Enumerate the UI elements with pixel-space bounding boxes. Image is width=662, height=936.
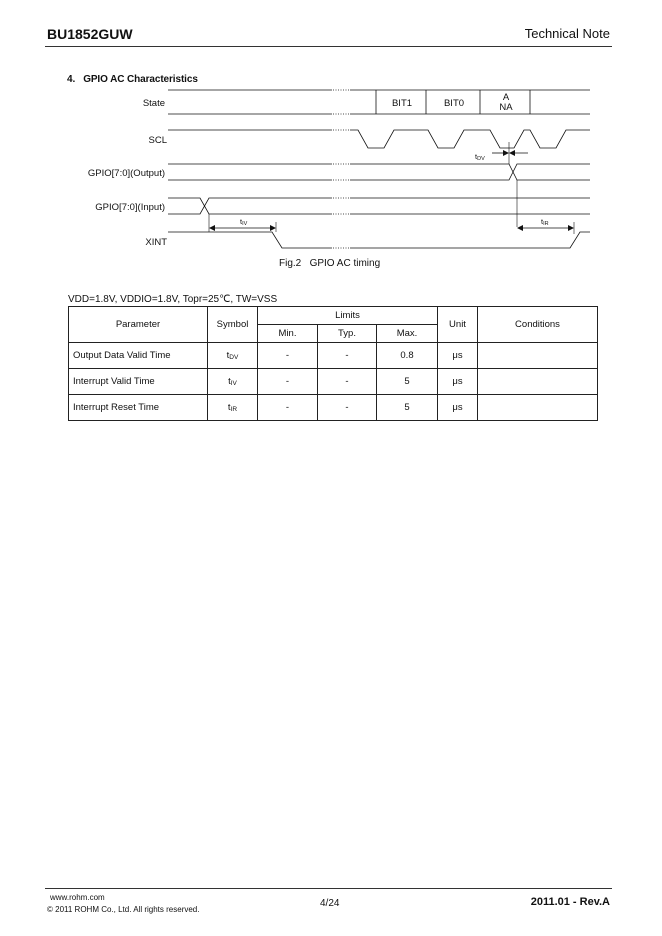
cell-parameter: Interrupt Reset Time bbox=[69, 395, 208, 421]
ac-characteristics-table bbox=[68, 306, 598, 421]
cell-symbol: tDV bbox=[208, 343, 258, 369]
xint-row bbox=[168, 232, 590, 248]
cell-max: 0.8 bbox=[377, 343, 438, 369]
header-rule bbox=[45, 46, 612, 47]
signal-label-gpio-input: GPIO[7:0](Input) bbox=[95, 202, 165, 213]
header-max: Max. bbox=[377, 325, 438, 343]
cell-min: - bbox=[258, 369, 318, 395]
header-typ: Typ. bbox=[318, 325, 377, 343]
cell-unit: μs bbox=[438, 343, 478, 369]
signal-label-state: State bbox=[142, 98, 165, 109]
state-bit1: BIT1 bbox=[391, 98, 413, 109]
signal-label-xint: XINT bbox=[145, 237, 167, 248]
cell-symbol: tIR bbox=[208, 395, 258, 421]
header-symbol: Symbol bbox=[208, 307, 258, 343]
header-unit: Unit bbox=[438, 307, 478, 343]
table-row bbox=[69, 343, 598, 369]
footer-rule bbox=[45, 888, 612, 889]
state-a: A bbox=[502, 92, 510, 103]
section-number: 4. bbox=[67, 74, 76, 85]
header-parameter: Parameter bbox=[69, 307, 208, 343]
figure-caption bbox=[279, 258, 380, 269]
doc-type: Technical Note bbox=[524, 26, 610, 41]
cell-typ: - bbox=[318, 395, 377, 421]
state-na: NA bbox=[499, 102, 513, 113]
test-conditions: VDD=1.8V, VDDIO=1.8V, Topr=25℃, TW=VSS bbox=[68, 294, 278, 305]
cell-min: - bbox=[258, 343, 318, 369]
gpio-timing-diagram bbox=[0, 82, 662, 257]
cell-symbol: tIV bbox=[208, 369, 258, 395]
t-dv-label: tDV bbox=[475, 152, 485, 162]
cell-unit: μs bbox=[438, 369, 478, 395]
section-title-text: GPIO AC Characteristics bbox=[83, 74, 198, 85]
signal-label-scl: SCL bbox=[148, 135, 167, 146]
header-conditions: Conditions bbox=[478, 307, 598, 343]
gpio-output-row bbox=[168, 164, 590, 180]
table-row bbox=[69, 369, 598, 395]
figure-label: Fig.2 bbox=[279, 258, 302, 269]
cell-typ: - bbox=[318, 369, 377, 395]
state-bit0: BIT0 bbox=[443, 98, 465, 109]
gpio-input-row bbox=[168, 198, 590, 214]
t-ir-label: tIR bbox=[541, 217, 549, 227]
table-row bbox=[69, 395, 598, 421]
footer-url[interactable]: www.rohm.com bbox=[50, 893, 105, 902]
page-number: 4/24 bbox=[320, 898, 340, 909]
t-iv-label: tIV bbox=[240, 217, 248, 227]
header-limits: Limits bbox=[258, 307, 438, 325]
cell-typ: - bbox=[318, 343, 377, 369]
figure-caption-text: GPIO AC timing bbox=[309, 258, 381, 269]
cell-parameter: Interrupt Valid Time bbox=[69, 369, 208, 395]
cell-unit: μs bbox=[438, 395, 478, 421]
part-number: BU1852GUW bbox=[47, 26, 133, 42]
cell-max: 5 bbox=[377, 369, 438, 395]
cell-max: 5 bbox=[377, 395, 438, 421]
revision: 2011.01 - Rev.A bbox=[530, 896, 610, 908]
cell-min: - bbox=[258, 395, 318, 421]
header-min: Min. bbox=[258, 325, 318, 343]
cell-conditions bbox=[478, 343, 598, 369]
cell-parameter: Output Data Valid Time bbox=[69, 343, 208, 369]
cell-conditions bbox=[478, 395, 598, 421]
state-row bbox=[168, 90, 590, 114]
footer-copyright: © 2011 ROHM Co., Ltd. All rights reserved. bbox=[47, 905, 200, 914]
signal-label-gpio-output: GPIO[7:0](Output) bbox=[87, 168, 165, 179]
cell-conditions bbox=[478, 369, 598, 395]
scl-row bbox=[168, 130, 590, 148]
timing-reference-lines bbox=[209, 142, 574, 234]
